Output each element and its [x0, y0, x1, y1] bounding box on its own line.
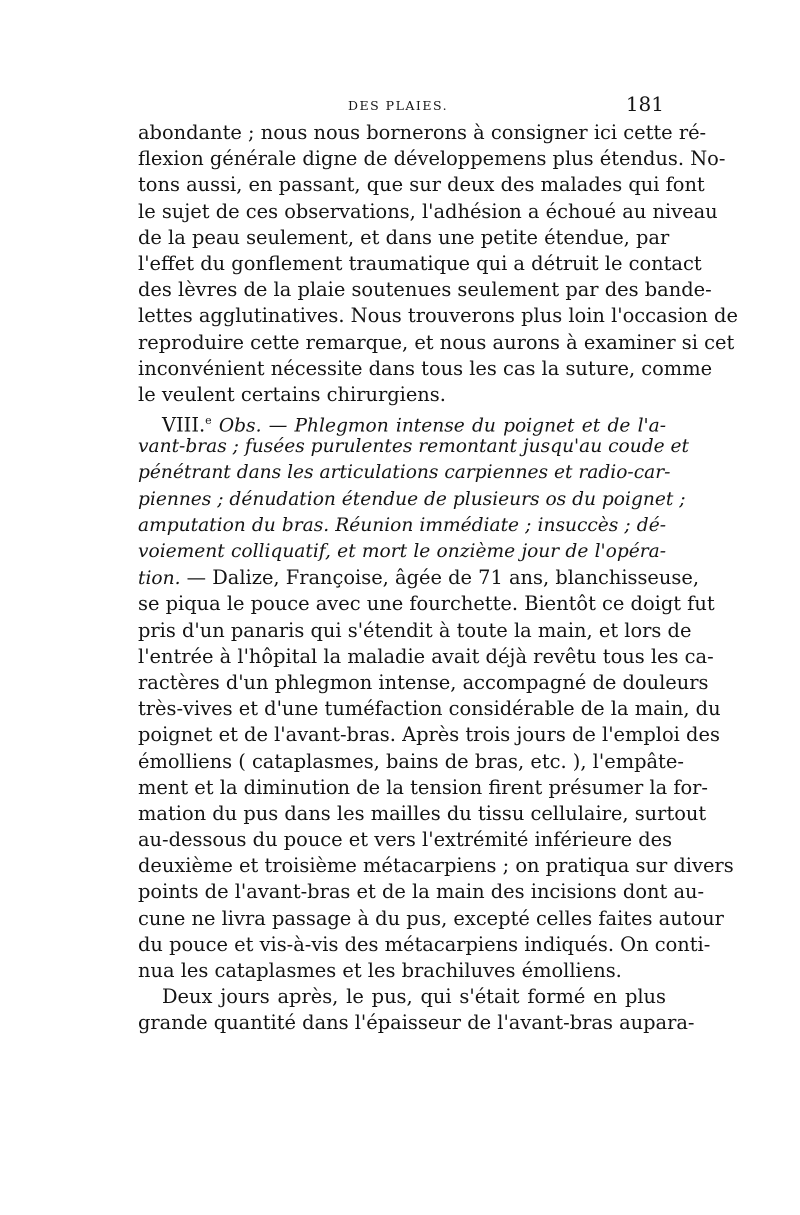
text-line: ment et la diminution de la tension firent présumer la for- — [138, 775, 708, 799]
text-line: des lèvres de la plaie soutenues seulement par des bande- — [138, 278, 712, 302]
paragraph-1 — [138, 120, 738, 408]
text-line: ractères d'un phlegmon intense, accompagné de douleurs — [138, 670, 709, 694]
text-line: abondante ; nous nous bornerons à consigner ici cette ré- — [138, 121, 707, 144]
text-line: deuxième et troisième métacarpiens ; on pratiqua sur divers — [138, 854, 734, 878]
text-line: se piqua le pouce avec une fourchette. Bientôt ce doigt fut — [138, 592, 715, 616]
patient-intro: — Dalize, Françoise, âgée de 71 ans, blanchisseuse, — [180, 566, 699, 590]
text-line: Deux jours après, le pus, qui s'était formé en plus — [162, 985, 666, 1009]
text-line: poignet et de l'avant-bras. Après trois jours de l'emploi des — [138, 723, 720, 747]
text-line: reproduire cette remarque, et nous aurons à examiner si cet — [138, 330, 735, 354]
page-number: 181 — [625, 92, 664, 116]
text-line: flexion générale digne de développemens plus étendus. No- — [138, 147, 726, 171]
running-head — [138, 92, 666, 120]
observation-transition-line — [138, 565, 699, 591]
observation-title-line: pénétrant dans les articulations carpiennes et radio-car- — [138, 462, 671, 484]
running-title: DES PLAIES. — [348, 98, 449, 113]
text-line: pris d'un panaris qui s'étendit à toute la main, et lors de — [138, 618, 692, 642]
text-line: inconvénient nécessite dans tous les cas la suture, comme — [138, 356, 713, 380]
text-line: le sujet de ces observations, l'adhésion a échoué au niveau — [138, 199, 718, 223]
paragraph-3 — [138, 984, 695, 1036]
text-line: l'entrée à l'hôpital la maladie avait déjà revêtu tous les ca- — [138, 644, 714, 668]
text-line: le veulent certains chirurgiens. — [138, 382, 446, 406]
observation-heading-line — [138, 408, 666, 437]
observation-title-line: vant-bras ; fusées purulentes remontant jusqu'au coude et — [138, 436, 690, 458]
text-line: émolliens ( cataplasmes, bains de bras, etc. ), l'empâte- — [138, 749, 684, 773]
text-line: du pouce et vis-à-vis des métacarpiens indiqués. On conti- — [138, 932, 711, 956]
text-line: mation du pus dans les mailles du tissu cellulaire, surtout — [138, 801, 707, 825]
text-line: de la peau seulement, et dans une petite étendue, par — [138, 225, 670, 249]
text-line: nua les cataplasmes et les brachiluves émolliens. — [138, 959, 622, 982]
text-line: lettes agglutinatives. Nous trouverons plus loin l'occasion de — [138, 304, 738, 328]
text-line: au-dessous du pouce et vers l'extrémité inférieure des — [138, 828, 673, 852]
observation-title: Obs. — Phlegmon intense du poignet et de l'a- — [211, 415, 666, 437]
observation-title-line: piennes ; dénudation étendue de plusieurs os du poignet ; — [138, 488, 686, 510]
text-line: l'effet du gonflement traumatique qui a détruit le contact — [138, 251, 702, 275]
observation-title-line: amputation du bras. Réunion immédiate ; insuccès ; dé- — [138, 514, 666, 536]
ordinal-suffix: e — [205, 414, 212, 428]
observation-title-end: tion. — [138, 568, 181, 590]
text-line: très-vives et d'une tuméfaction considérable de la main, du — [138, 697, 721, 721]
paragraph-2-observation — [138, 408, 734, 984]
book-page — [138, 92, 738, 1037]
text-line: cune ne livra passage à du pus, excepté celles faites autour — [138, 906, 724, 930]
text-line: tons aussi, en passant, que sur deux des malades qui font — [138, 173, 705, 197]
observation-title-line: voiement colliquatif, et mort le onzième jour de l'opéra- — [138, 541, 666, 562]
observation-number: VIII. — [162, 413, 206, 437]
text-line: grande quantité dans l'épaisseur de l'avant-bras aupara- — [138, 1011, 695, 1035]
text-line: points de l'avant-bras et de la main des incisions dont au- — [138, 880, 705, 904]
